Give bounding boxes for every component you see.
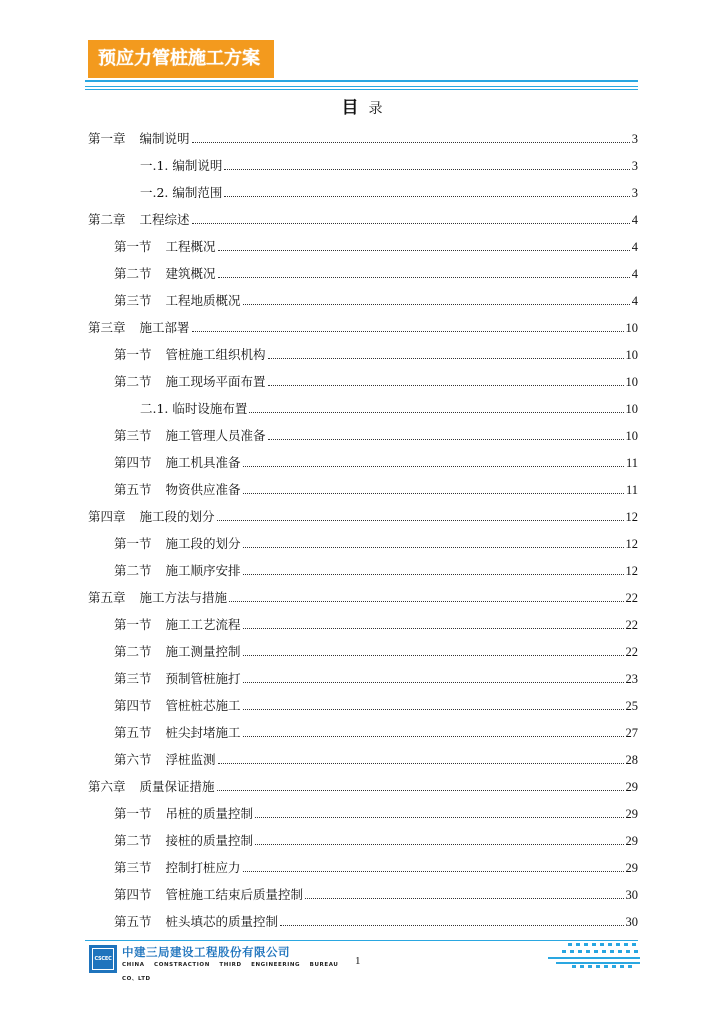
- toc-entry[interactable]: [88, 714, 638, 741]
- toc-entry-title: 桩头填芯的质量控制: [165, 914, 279, 929]
- toc-entry-number: 第二章: [88, 212, 126, 227]
- toc-entry[interactable]: [88, 741, 638, 768]
- toc-leader-dots: [192, 141, 630, 143]
- toc-leader-dots: [268, 438, 624, 440]
- toc-entry-number: 第三节: [114, 860, 152, 875]
- toc-entry-title: 施工段的划分: [165, 536, 241, 551]
- toc-entry-title: 施工管理人员准备: [165, 428, 266, 443]
- toc-entry-title: 建筑概况: [165, 266, 216, 281]
- toc-heading-tail: 录: [368, 101, 383, 117]
- toc-entry[interactable]: [88, 228, 638, 255]
- toc-entry[interactable]: [88, 687, 638, 714]
- toc-entry-number: 第四节: [114, 455, 152, 470]
- toc-entry[interactable]: [88, 147, 638, 174]
- toc-leader-dots: [217, 519, 624, 521]
- toc-entry-page: 4: [631, 294, 638, 308]
- toc-leader-dots: [224, 168, 629, 170]
- wave-brand-icon: [548, 942, 640, 968]
- toc-entry[interactable]: [88, 579, 638, 606]
- toc-leader-dots: [217, 789, 624, 791]
- toc-entry-number: 第二节: [114, 644, 152, 659]
- toc-entry-page: 4: [631, 213, 638, 227]
- toc-entry[interactable]: [88, 471, 638, 498]
- toc-entry-page: 29: [625, 834, 638, 848]
- toc-entry[interactable]: [88, 444, 638, 471]
- toc-entry[interactable]: [88, 120, 638, 147]
- toc-entry-title: 接桩的质量控制: [165, 833, 254, 848]
- toc-entry-number: 第二节: [114, 563, 152, 578]
- toc-entry-title: 工程综述: [139, 212, 190, 227]
- toc-entry-title: 编制说明: [139, 131, 190, 146]
- toc-entry-title: 施工部署: [139, 320, 190, 335]
- toc-entry-number: 第一节: [114, 536, 152, 551]
- toc-leader-dots: [218, 276, 630, 278]
- toc-entry[interactable]: [88, 768, 638, 795]
- toc-heading-main: 目: [341, 98, 359, 118]
- toc-entry-page: 28: [625, 753, 638, 767]
- toc-entry-number: 第六节: [114, 752, 152, 767]
- company-name-cn: 中建三局建设工程股份有限公司: [122, 945, 290, 959]
- toc-leader-dots: [249, 411, 623, 413]
- toc-entry-title: 施工测量控制: [165, 644, 241, 659]
- toc-entry-title: 施工方法与措施: [139, 590, 228, 605]
- toc-entry-number: 二.1.: [140, 401, 169, 416]
- toc-entry-number: 第三节: [114, 293, 152, 308]
- toc-entry-number: 第二节: [114, 833, 152, 848]
- header-rule: [85, 80, 638, 82]
- toc-entry[interactable]: [88, 309, 638, 336]
- toc-entry-page: 27: [625, 726, 638, 740]
- toc-entry-number: 第一节: [114, 806, 152, 821]
- toc-entry-page: 25: [625, 699, 638, 713]
- toc-entry-page: 10: [625, 348, 638, 362]
- toc-entry-number: 第二节: [114, 266, 152, 281]
- footer-rule: [85, 940, 638, 941]
- toc-entry-title: 管桩施工组织机构: [165, 347, 266, 362]
- toc-leader-dots: [268, 384, 624, 386]
- toc-entry-number: 第五节: [114, 914, 152, 929]
- toc-entry-page: 29: [625, 780, 638, 794]
- toc-leader-dots: [255, 816, 623, 818]
- toc-entry[interactable]: [88, 660, 638, 687]
- toc-entry-title: 管桩桩芯施工: [165, 698, 241, 713]
- toc-entry-number: 第一节: [114, 239, 152, 254]
- toc-entry-title: 编制范围: [172, 185, 223, 200]
- toc-entry-number: 第五节: [114, 482, 152, 497]
- toc-leader-dots: [255, 843, 623, 845]
- toc-entry-title: 施工机具准备: [165, 455, 241, 470]
- document-title-banner: 预应力管桩施工方案: [88, 40, 274, 78]
- toc-entry-title: 施工顺序安排: [165, 563, 241, 578]
- table-of-contents: [88, 120, 638, 930]
- company-name-en-line2: CO、LTD: [122, 976, 151, 982]
- toc-entry-page: 3: [631, 186, 638, 200]
- toc-entry-page: 22: [625, 618, 638, 632]
- toc-entry-number: 第四章: [88, 509, 126, 524]
- toc-entry-title: 管桩施工结束后质量控制: [165, 887, 304, 902]
- toc-entry[interactable]: [88, 849, 638, 876]
- toc-entry-page: 11: [625, 456, 638, 470]
- toc-entry-number: 第六章: [88, 779, 126, 794]
- company-logo-icon: [89, 945, 117, 973]
- toc-entry-page: 30: [625, 915, 638, 929]
- toc-entry-title: 物资供应准备: [165, 482, 241, 497]
- company-name-en-line1: CHINA CONSTRACTION THIRD ENGINEERING BUREAU: [122, 962, 339, 968]
- toc-entry-number: 第一章: [88, 131, 126, 146]
- toc-entry-page: 22: [625, 645, 638, 659]
- company-logo-text: CSCEC: [92, 948, 114, 970]
- toc-leader-dots: [229, 600, 623, 602]
- toc-entry-page: 4: [631, 267, 638, 281]
- toc-entry[interactable]: [88, 498, 638, 525]
- toc-entry-page: 10: [625, 375, 638, 389]
- toc-entry[interactable]: [88, 282, 638, 309]
- toc-entry-number: 第三章: [88, 320, 126, 335]
- toc-leader-dots: [243, 492, 624, 494]
- toc-entry-title: 质量保证措施: [139, 779, 215, 794]
- toc-leader-dots: [268, 357, 624, 359]
- toc-entry-page: 10: [625, 402, 638, 416]
- toc-entry-page: 4: [631, 240, 638, 254]
- toc-entry-number: 第二节: [114, 374, 152, 389]
- toc-leader-dots: [243, 735, 624, 737]
- toc-entry[interactable]: [88, 390, 638, 417]
- toc-entry-number: 第一节: [114, 617, 152, 632]
- toc-entry[interactable]: [88, 363, 638, 390]
- toc-entry[interactable]: [88, 525, 638, 552]
- toc-leader-dots: [243, 465, 624, 467]
- toc-leader-dots: [224, 195, 629, 197]
- toc-entry[interactable]: [88, 417, 638, 444]
- toc-entry-number: 第三节: [114, 671, 152, 686]
- toc-entry-number: 第四节: [114, 698, 152, 713]
- toc-heading: [0, 93, 724, 118]
- toc-entry-title: 桩尖封堵施工: [165, 725, 241, 740]
- toc-entry[interactable]: [88, 633, 638, 660]
- toc-entry-page: 30: [625, 888, 638, 902]
- toc-entry-page: 22: [625, 591, 638, 605]
- toc-entry-title: 工程概况: [165, 239, 216, 254]
- toc-leader-dots: [218, 762, 624, 764]
- toc-entry[interactable]: [88, 174, 638, 201]
- toc-leader-dots: [243, 627, 624, 629]
- toc-entry-page: 3: [631, 159, 638, 173]
- toc-leader-dots: [192, 330, 624, 332]
- toc-leader-dots: [218, 249, 630, 251]
- toc-entry[interactable]: [88, 903, 638, 930]
- toc-entry-number: 一.2.: [140, 185, 169, 200]
- toc-entry-page: 11: [625, 483, 638, 497]
- toc-entry-page: 10: [625, 321, 638, 335]
- toc-entry-number: 第五章: [88, 590, 126, 605]
- toc-entry-number: 第一节: [114, 347, 152, 362]
- toc-entry[interactable]: [88, 822, 638, 849]
- toc-entry[interactable]: [88, 552, 638, 579]
- toc-entry-title: 施工工艺流程: [165, 617, 241, 632]
- toc-entry[interactable]: [88, 606, 638, 633]
- toc-entry[interactable]: [88, 255, 638, 282]
- toc-entry-title: 施工现场平面布置: [165, 374, 266, 389]
- toc-entry[interactable]: [88, 795, 638, 822]
- toc-entry-page: 12: [625, 564, 638, 578]
- toc-leader-dots: [192, 222, 630, 224]
- toc-entry-page: 29: [625, 807, 638, 821]
- toc-leader-dots: [243, 654, 624, 656]
- toc-leader-dots: [243, 870, 624, 872]
- toc-entry-title: 施工段的划分: [139, 509, 215, 524]
- toc-entry-number: 一.1.: [140, 158, 169, 173]
- toc-entry[interactable]: [88, 336, 638, 363]
- toc-entry-number: 第四节: [114, 887, 152, 902]
- toc-entry-title: 控制打桩应力: [165, 860, 241, 875]
- toc-leader-dots: [280, 924, 623, 926]
- toc-entry-title: 工程地质概况: [165, 293, 241, 308]
- page-number: 1: [355, 955, 361, 967]
- toc-entry[interactable]: [88, 201, 638, 228]
- toc-entry-title: 预制管桩施打: [165, 671, 241, 686]
- header-rule: [85, 86, 638, 87]
- toc-entry-title: 吊桩的质量控制: [165, 806, 254, 821]
- header-rule: [85, 89, 638, 90]
- toc-entry-title: 编制说明: [172, 158, 223, 173]
- toc-entry-title: 临时设施布置: [172, 401, 248, 416]
- toc-leader-dots: [243, 303, 630, 305]
- toc-entry-number: 第五节: [114, 725, 152, 740]
- toc-leader-dots: [243, 681, 624, 683]
- toc-entry-number: 第三节: [114, 428, 152, 443]
- toc-entry-page: 29: [625, 861, 638, 875]
- toc-leader-dots: [243, 573, 624, 575]
- toc-entry-page: 10: [625, 429, 638, 443]
- toc-entry-page: 12: [625, 510, 638, 524]
- toc-leader-dots: [243, 708, 624, 710]
- toc-leader-dots: [243, 546, 624, 548]
- toc-entry-page: 3: [631, 132, 638, 146]
- toc-entry-page: 23: [625, 672, 638, 686]
- toc-entry-title: 浮桩监测: [165, 752, 216, 767]
- toc-entry[interactable]: [88, 876, 638, 903]
- toc-leader-dots: [305, 897, 623, 899]
- toc-entry-page: 12: [625, 537, 638, 551]
